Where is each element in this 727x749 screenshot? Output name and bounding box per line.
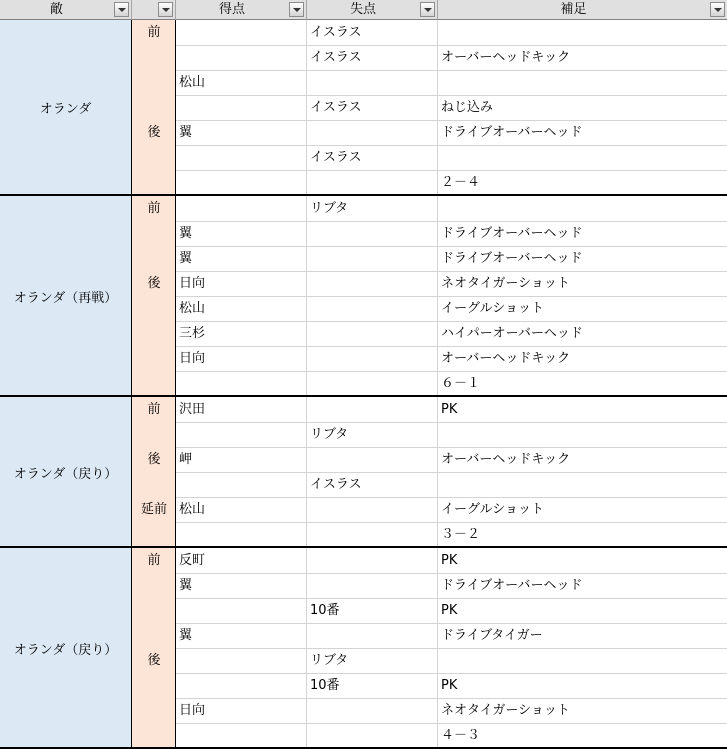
- enemy-cell[interactable]: オランダ（戻り）: [0, 397, 132, 547]
- note-cell[interactable]: オーバーヘッドキック: [441, 452, 571, 467]
- scorer-cell[interactable]: 翼: [176, 221, 307, 246]
- table-row: [176, 221, 727, 247]
- filter-dropdown-icon[interactable]: [289, 2, 304, 17]
- scorer-cell[interactable]: [176, 422, 307, 447]
- table-row: [176, 170, 727, 196]
- conceded-cell[interactable]: [307, 170, 438, 195]
- conceded-cell[interactable]: [307, 346, 438, 371]
- scorer-cell[interactable]: 三杉: [176, 321, 307, 346]
- filter-dropdown-icon[interactable]: [710, 2, 725, 17]
- conceded-cell[interactable]: [307, 246, 438, 271]
- header-scorer: [176, 0, 307, 20]
- enemy-cell[interactable]: オランダ: [0, 20, 132, 195]
- table-row: [176, 346, 727, 372]
- table-row: [176, 598, 727, 624]
- header-enemy-label: 敵: [49, 2, 63, 17]
- conceded-cell[interactable]: [307, 573, 438, 598]
- enemy-cell[interactable]: オランダ（再戦）: [0, 196, 132, 396]
- note-cell[interactable]: オーバーヘッドキック: [441, 50, 571, 65]
- table-row: [176, 246, 727, 272]
- conceded-cell[interactable]: リブタ: [307, 196, 438, 221]
- table-row: [176, 723, 727, 749]
- table-row: [176, 573, 727, 599]
- note-cell[interactable]: [438, 648, 727, 673]
- filter-dropdown-icon[interactable]: [420, 2, 435, 17]
- half-label: 延前: [140, 502, 167, 517]
- half-label: 後: [147, 125, 161, 140]
- note-cell[interactable]: [438, 70, 727, 95]
- scorer-cell[interactable]: [176, 20, 307, 45]
- note-cell[interactable]: PK: [441, 553, 458, 568]
- table-row: [176, 196, 727, 222]
- scorer-cell[interactable]: [176, 673, 307, 698]
- header-scorer-label: 得点: [218, 2, 245, 17]
- scorer-cell[interactable]: 松山: [176, 497, 307, 522]
- scorer-cell[interactable]: 日向: [176, 346, 307, 371]
- scorer-cell[interactable]: 日向: [176, 698, 307, 723]
- half-label: 前: [147, 25, 161, 40]
- conceded-cell[interactable]: イスラス: [307, 20, 438, 45]
- conceded-cell[interactable]: [307, 548, 438, 573]
- note-cell[interactable]: ドライブオーバーヘッド: [441, 251, 583, 266]
- note-cell[interactable]: PK: [441, 603, 458, 618]
- conceded-cell[interactable]: [307, 271, 438, 296]
- table-row: [176, 422, 727, 448]
- table-row: [176, 321, 727, 347]
- scorer-cell[interactable]: [176, 145, 307, 170]
- table-row: [176, 522, 727, 548]
- note-cell[interactable]: オーバーヘッドキック: [441, 351, 571, 366]
- half-cell[interactable]: [132, 20, 176, 195]
- table-row: [176, 120, 727, 146]
- table-row: [176, 548, 727, 574]
- note-cell[interactable]: PK: [441, 402, 458, 417]
- table-row: [176, 371, 727, 397]
- half-label: 前: [147, 201, 161, 216]
- conceded-cell[interactable]: [307, 321, 438, 346]
- half-label: 後: [147, 653, 161, 668]
- conceded-cell[interactable]: [307, 497, 438, 522]
- conceded-cell[interactable]: [307, 221, 438, 246]
- half-label: 前: [147, 553, 161, 568]
- note-cell[interactable]: [438, 145, 727, 170]
- scorer-cell[interactable]: [176, 170, 307, 195]
- scorer-cell[interactable]: 松山: [176, 70, 307, 95]
- header-half: [132, 0, 176, 20]
- conceded-cell[interactable]: イスラス: [307, 472, 438, 497]
- note-cell[interactable]: ドライブオーバーヘッド: [441, 226, 583, 241]
- table-row: [176, 623, 727, 649]
- note-cell[interactable]: ４－３: [441, 728, 481, 743]
- scorer-cell[interactable]: 翼: [176, 573, 307, 598]
- conceded-cell[interactable]: [307, 371, 438, 396]
- conceded-cell[interactable]: リブタ: [307, 648, 438, 673]
- note-cell[interactable]: ドライブタイガー: [441, 628, 543, 643]
- note-cell[interactable]: ねじ込み: [441, 100, 494, 115]
- scorer-cell[interactable]: 反町: [176, 548, 307, 573]
- scorer-cell[interactable]: 沢田: [176, 397, 307, 422]
- note-cell[interactable]: [438, 196, 727, 221]
- table-row: [176, 70, 727, 96]
- scorer-cell[interactable]: [176, 196, 307, 221]
- note-cell[interactable]: ３－２: [441, 527, 481, 542]
- scorer-cell[interactable]: [176, 95, 307, 120]
- note-cell[interactable]: PK: [441, 678, 458, 693]
- note-cell[interactable]: [438, 422, 727, 447]
- scorer-cell[interactable]: [176, 648, 307, 673]
- conceded-cell[interactable]: イスラス: [307, 45, 438, 70]
- note-cell[interactable]: ハイパーオーバーヘッド: [441, 326, 583, 341]
- scorer-cell[interactable]: [176, 472, 307, 497]
- note-cell[interactable]: [438, 20, 727, 45]
- conceded-cell[interactable]: イスラス: [307, 145, 438, 170]
- scorer-cell[interactable]: 岬: [176, 447, 307, 472]
- conceded-cell[interactable]: 10番: [307, 673, 438, 698]
- note-cell[interactable]: ６－１: [441, 376, 481, 391]
- conceded-cell[interactable]: [307, 70, 438, 95]
- note-cell[interactable]: イーグルショット: [441, 301, 545, 316]
- header-note: [438, 0, 727, 20]
- table-row: [176, 296, 727, 322]
- scorer-cell[interactable]: 日向: [176, 271, 307, 296]
- note-cell[interactable]: イーグルショット: [441, 502, 545, 517]
- scorer-cell[interactable]: [176, 522, 307, 547]
- scorer-cell[interactable]: [176, 371, 307, 396]
- table-row: [176, 673, 727, 699]
- note-cell[interactable]: ドライブオーバーヘッド: [441, 125, 583, 140]
- scorer-cell[interactable]: 翼: [176, 246, 307, 271]
- header-conceded-label: 失点: [349, 2, 376, 17]
- table-row: [176, 145, 727, 171]
- table-row: [176, 20, 727, 46]
- conceded-cell[interactable]: [307, 723, 438, 748]
- scorer-cell[interactable]: 翼: [176, 623, 307, 648]
- note-cell[interactable]: ネオタイガーショット: [441, 703, 570, 718]
- note-cell[interactable]: [438, 472, 727, 497]
- scorer-cell[interactable]: 松山: [176, 296, 307, 321]
- scorer-cell[interactable]: 翼: [176, 120, 307, 145]
- conceded-cell[interactable]: [307, 522, 438, 547]
- table-row: [176, 698, 727, 724]
- table-row: [176, 648, 727, 674]
- scorer-cell[interactable]: [176, 598, 307, 623]
- table-row: [176, 95, 727, 121]
- conceded-cell[interactable]: [307, 698, 438, 723]
- enemy-cell[interactable]: オランダ（戻り）: [0, 548, 132, 748]
- table-row: [176, 447, 727, 473]
- filter-dropdown-icon[interactable]: [158, 2, 173, 17]
- header-enemy: [0, 0, 132, 20]
- table-row: [176, 397, 727, 423]
- half-label: 後: [147, 276, 161, 291]
- half-cell[interactable]: [132, 196, 176, 396]
- scorer-cell[interactable]: [176, 45, 307, 70]
- conceded-cell[interactable]: [307, 296, 438, 321]
- conceded-cell[interactable]: イスラス: [307, 95, 438, 120]
- filter-dropdown-icon[interactable]: [114, 2, 129, 17]
- conceded-cell[interactable]: [307, 397, 438, 422]
- header-note-label: 補足: [560, 2, 587, 17]
- conceded-cell[interactable]: [307, 447, 438, 472]
- table-row: [176, 472, 727, 498]
- note-cell[interactable]: ２－４: [441, 175, 481, 190]
- table-row: [176, 45, 727, 71]
- conceded-cell[interactable]: リブタ: [307, 422, 438, 447]
- table-row: [176, 497, 727, 523]
- half-label: 前: [147, 402, 161, 417]
- conceded-cell[interactable]: 10番: [307, 598, 438, 623]
- header-conceded: [307, 0, 438, 20]
- half-label: 後: [147, 452, 161, 467]
- conceded-cell[interactable]: [307, 623, 438, 648]
- scorer-cell[interactable]: [176, 723, 307, 748]
- note-cell[interactable]: ネオタイガーショット: [441, 276, 570, 291]
- conceded-cell[interactable]: [307, 120, 438, 145]
- table-row: [176, 271, 727, 297]
- note-cell[interactable]: ドライブオーバーヘッド: [441, 578, 583, 593]
